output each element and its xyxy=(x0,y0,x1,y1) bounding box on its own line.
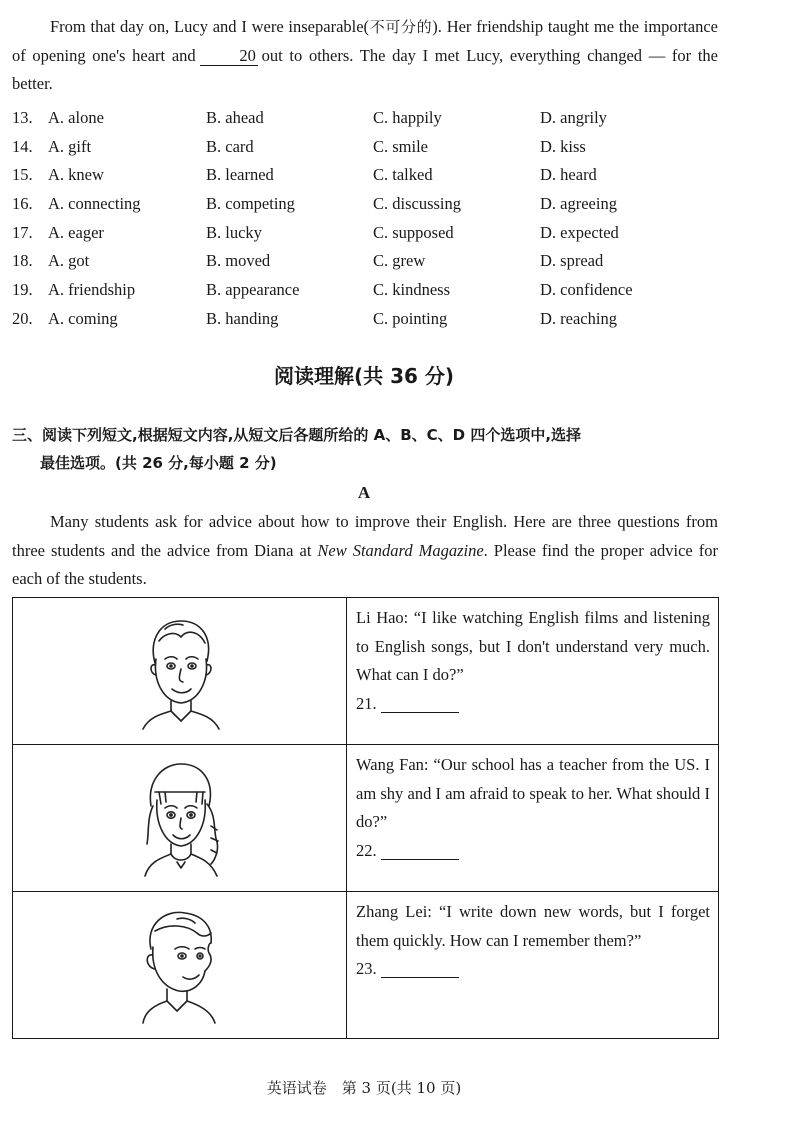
answer-blank xyxy=(381,961,459,978)
student-question: Zhang Lei: “I write down new words, but I forget them quickly. How can I remember them?” xyxy=(356,902,710,950)
student-question: Wang Fan: “Our school has a teacher from the US. I am shy and I am afraid to speak to her. What should I do?” xyxy=(356,755,710,832)
answer-blank xyxy=(381,696,459,713)
question-number: 14. xyxy=(12,136,33,156)
option-c: C. happily xyxy=(373,108,442,127)
option-c: C. discussing xyxy=(373,194,462,214)
option-a: A. alone xyxy=(48,108,104,127)
option-c: C. talked xyxy=(373,165,433,185)
passage-text: ). Her friendship taught me the importance of opening one's heart and xyxy=(12,17,718,65)
passage-paragraph xyxy=(12,13,718,99)
option-b: B. card xyxy=(206,136,254,156)
picture-cell xyxy=(13,745,347,892)
question-table xyxy=(12,597,719,1039)
part-label: A xyxy=(357,483,371,502)
intro-paragraph xyxy=(12,508,718,594)
answer-blank xyxy=(381,843,459,860)
question-number: 21. xyxy=(356,693,377,713)
option-d: D. angrily xyxy=(540,108,607,127)
question-cell xyxy=(347,745,719,892)
table-row xyxy=(13,745,719,892)
student-question: Li Hao: “I like watching English films and listening to English songs, but I don't understand very much. What can I do?” xyxy=(356,608,710,685)
option-a: A. gift xyxy=(48,136,92,156)
section-instruction xyxy=(12,421,718,477)
question-number: 19. xyxy=(12,280,33,300)
passage-text: out to others. The day I met Lucy, everything changed — for the better. xyxy=(12,45,719,94)
option-row xyxy=(12,190,718,219)
option-a: A. knew xyxy=(48,165,104,185)
table-row xyxy=(13,892,719,1039)
option-a: A. friendship xyxy=(48,280,136,300)
option-c: C. smile xyxy=(373,136,429,156)
picture-cell xyxy=(13,598,347,745)
question-number: 20. xyxy=(12,308,33,328)
instruction-line: 三、阅读下列短文,根据短文内容,从短文后各题所给的 A、B、C、D 四个选项中,选择 xyxy=(12,426,582,444)
option-row xyxy=(12,161,718,190)
option-c: C. supposed xyxy=(373,222,454,242)
option-c: C. kindness xyxy=(373,280,451,300)
option-c: C. pointing xyxy=(373,308,448,328)
option-row xyxy=(12,104,718,133)
passage-ending xyxy=(12,13,718,99)
cloze-blank: 20 xyxy=(200,47,258,66)
section-title: 阅读理解(共 36 分) xyxy=(273,364,455,388)
answer-line xyxy=(356,837,710,866)
answer-line xyxy=(356,955,710,984)
intro-text: Many students ask for advice about how to improve their English. Here are three questions from three students and the advice from Diana at xyxy=(12,512,718,560)
chinese-gloss: 不可分的 xyxy=(369,18,433,36)
option-row xyxy=(12,219,718,248)
page-footer: 英语试卷 第 3 页(共 10 页) xyxy=(266,1079,462,1097)
question-number: 18. xyxy=(12,251,33,271)
cloze-options xyxy=(12,104,718,334)
magazine-name: New Standard Magazine xyxy=(317,540,484,560)
table-row xyxy=(13,598,719,745)
answer-line xyxy=(356,690,710,719)
option-a: A. got xyxy=(48,251,90,271)
option-d: D. confidence xyxy=(540,280,633,300)
option-d: D. expected xyxy=(540,222,619,242)
question-number: 15. xyxy=(12,165,33,185)
question-cell xyxy=(347,892,719,1039)
question-number: 16. xyxy=(12,194,33,214)
option-a: A. coming xyxy=(48,308,118,328)
option-b: B. moved xyxy=(206,251,271,271)
option-b: B. ahead xyxy=(206,108,264,127)
question-number: 23. xyxy=(356,959,377,979)
picture-cell xyxy=(13,892,347,1039)
option-b: B. lucky xyxy=(206,222,262,242)
option-b: B. appearance xyxy=(206,280,300,300)
option-d: D. reaching xyxy=(540,308,617,328)
option-a: A. connecting xyxy=(48,194,141,214)
question-number: 17. xyxy=(12,222,33,242)
option-row xyxy=(12,276,718,305)
reading-intro xyxy=(12,508,718,594)
question-cell xyxy=(347,598,719,745)
option-d: D. agreeing xyxy=(540,194,617,214)
option-row xyxy=(12,133,718,162)
option-b: B. learned xyxy=(206,165,274,185)
option-d: D. kiss xyxy=(540,136,586,156)
question-number: 13. xyxy=(12,108,33,127)
option-c: C. grew xyxy=(373,251,426,271)
intro-text: . Please find the proper advice for each of the students. xyxy=(12,540,718,589)
boy-profile-portrait-icon xyxy=(125,903,235,1027)
option-row xyxy=(12,247,718,276)
option-b: B. handing xyxy=(206,308,279,328)
passage-text: From that day on, Lucy and I were inseparable( xyxy=(50,17,370,36)
option-row xyxy=(12,305,718,334)
question-number: 22. xyxy=(356,840,377,860)
option-b: B. competing xyxy=(206,194,295,214)
option-a: A. eager xyxy=(48,222,104,242)
boy-portrait-icon xyxy=(125,611,235,731)
option-d: D. heard xyxy=(540,165,597,185)
option-d: D. spread xyxy=(540,251,604,271)
girl-portrait-icon xyxy=(125,756,235,880)
instruction-line: 最佳选项。(共 26 分,每小题 2 分) xyxy=(40,454,277,472)
